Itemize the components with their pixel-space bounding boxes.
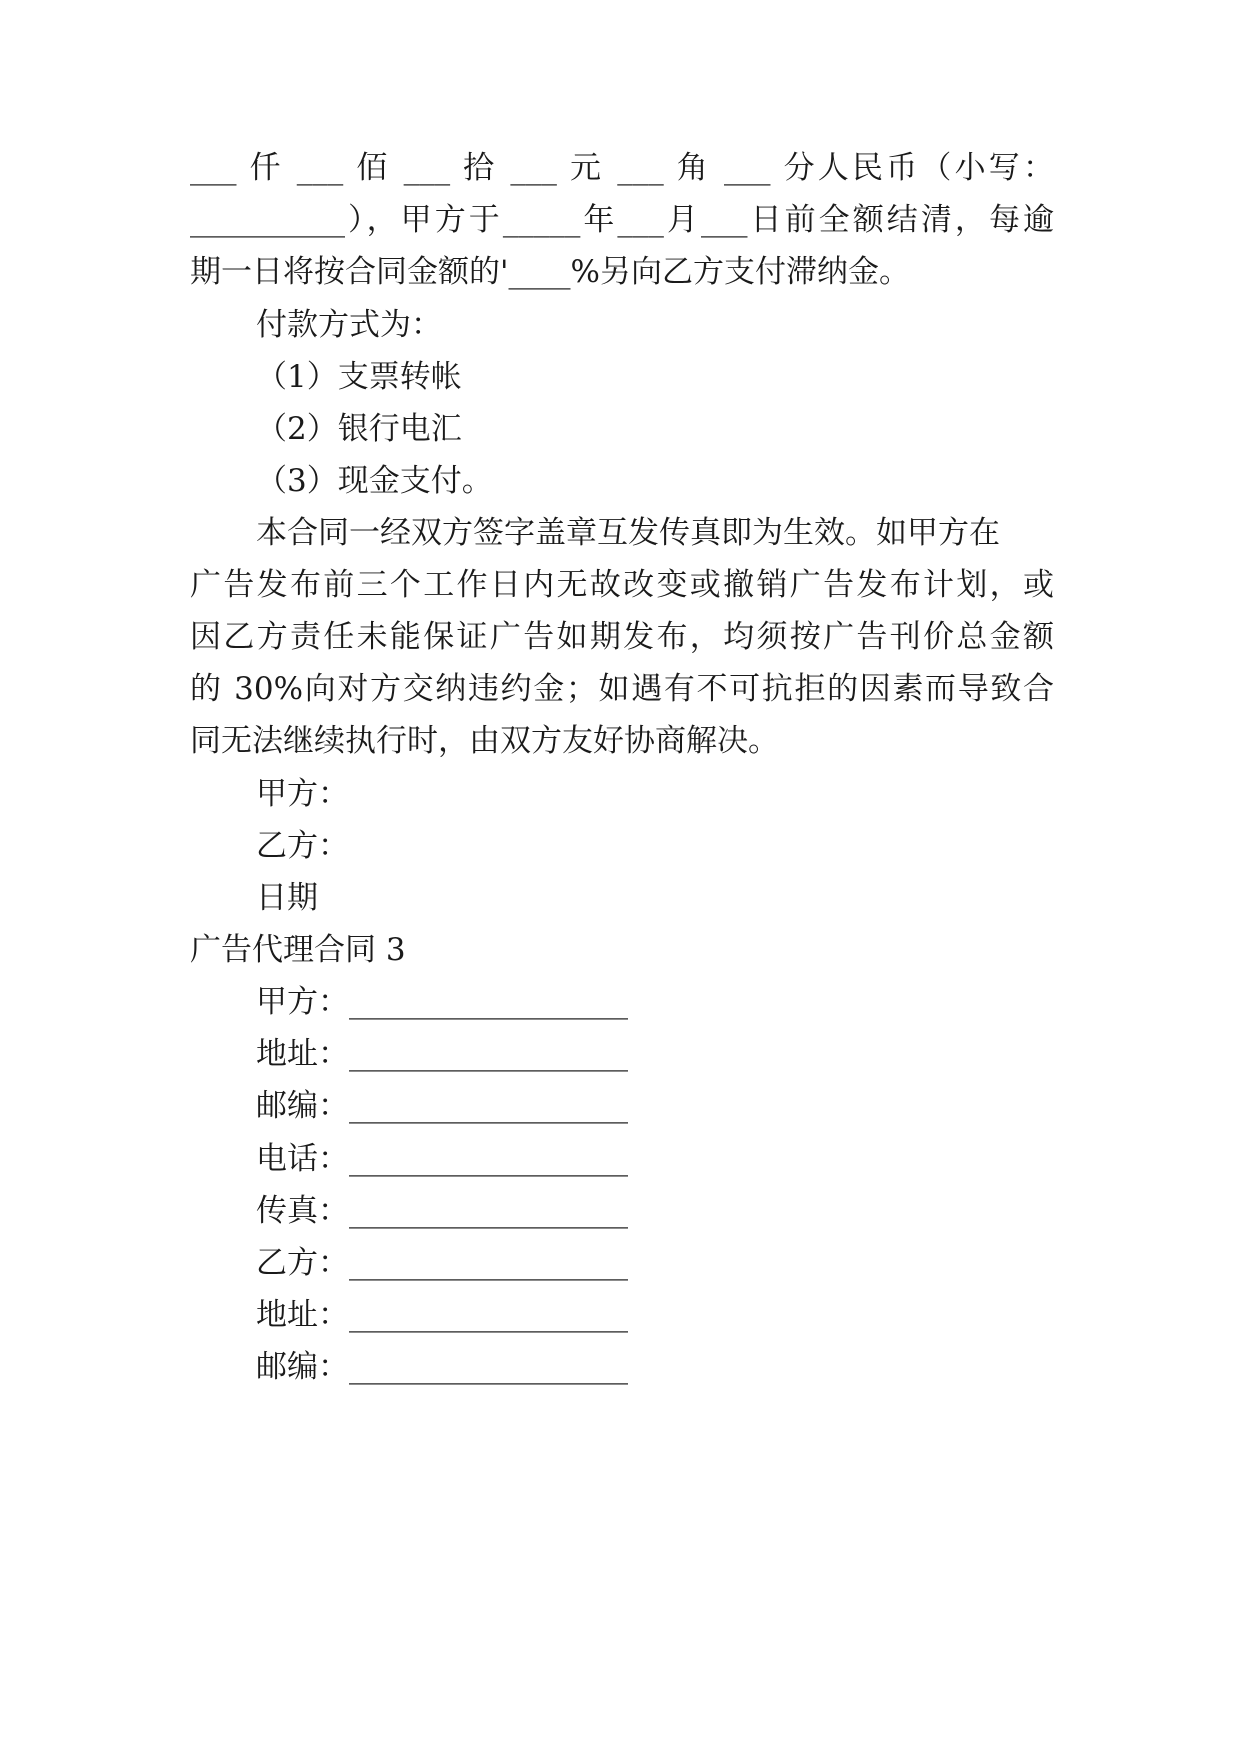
late-fee-line: 期一日将按合同金额的'____%另向乙方支付滞纳金。 [190, 254, 910, 290]
payment-method-item: （1）支票转帐 [256, 359, 462, 395]
validity-paragraph-line: 本合同一经双方签字盖章互发传真即为生效。如甲方在 [256, 515, 1000, 551]
validity-paragraph-line: 的 30%向对方交纳违约金；如遇有不可抗拒的因素而导致合 [190, 671, 1054, 707]
payment-method-item: （3）现金支付。 [256, 463, 493, 499]
party-b-field: 乙方：__________________ [256, 1245, 628, 1281]
validity-paragraph-line: 因乙方责任未能保证广告如期发布，均须按广告刊价总金额 [190, 619, 1054, 655]
payment-methods-heading: 付款方式为： [256, 307, 442, 343]
postcode-field: 邮编：__________________ [256, 1349, 628, 1385]
fax-field: 传真：__________________ [256, 1193, 628, 1229]
date-label: 日期 [256, 880, 318, 916]
payment-amount-line: ___ 仟 ___ 佰 ___ 拾 ___ 元 ___ 角 ___ 分人民币（小写： [190, 150, 1054, 186]
party-a-signature: 甲方： [256, 776, 349, 812]
section-title: 广告代理合同 3 [190, 932, 406, 968]
postcode-field: 邮编：__________________ [256, 1088, 628, 1124]
payment-method-item: （2）银行电汇 [256, 411, 462, 447]
payment-deadline-line: __________），甲方于_____年___月___日前全额结清，每逾 [190, 202, 1054, 238]
address-field: 地址：__________________ [256, 1297, 628, 1333]
validity-paragraph-line: 广告发布前三个工作日内无故改变或撤销广告发布计划，或 [190, 567, 1054, 603]
validity-paragraph-line: 同无法继续执行时，由双方友好协商解决。 [190, 723, 779, 759]
address-field: 地址：__________________ [256, 1036, 628, 1072]
party-a-field: 甲方：__________________ [256, 984, 628, 1020]
party-b-signature: 乙方： [256, 828, 349, 864]
phone-field: 电话：__________________ [256, 1141, 628, 1177]
